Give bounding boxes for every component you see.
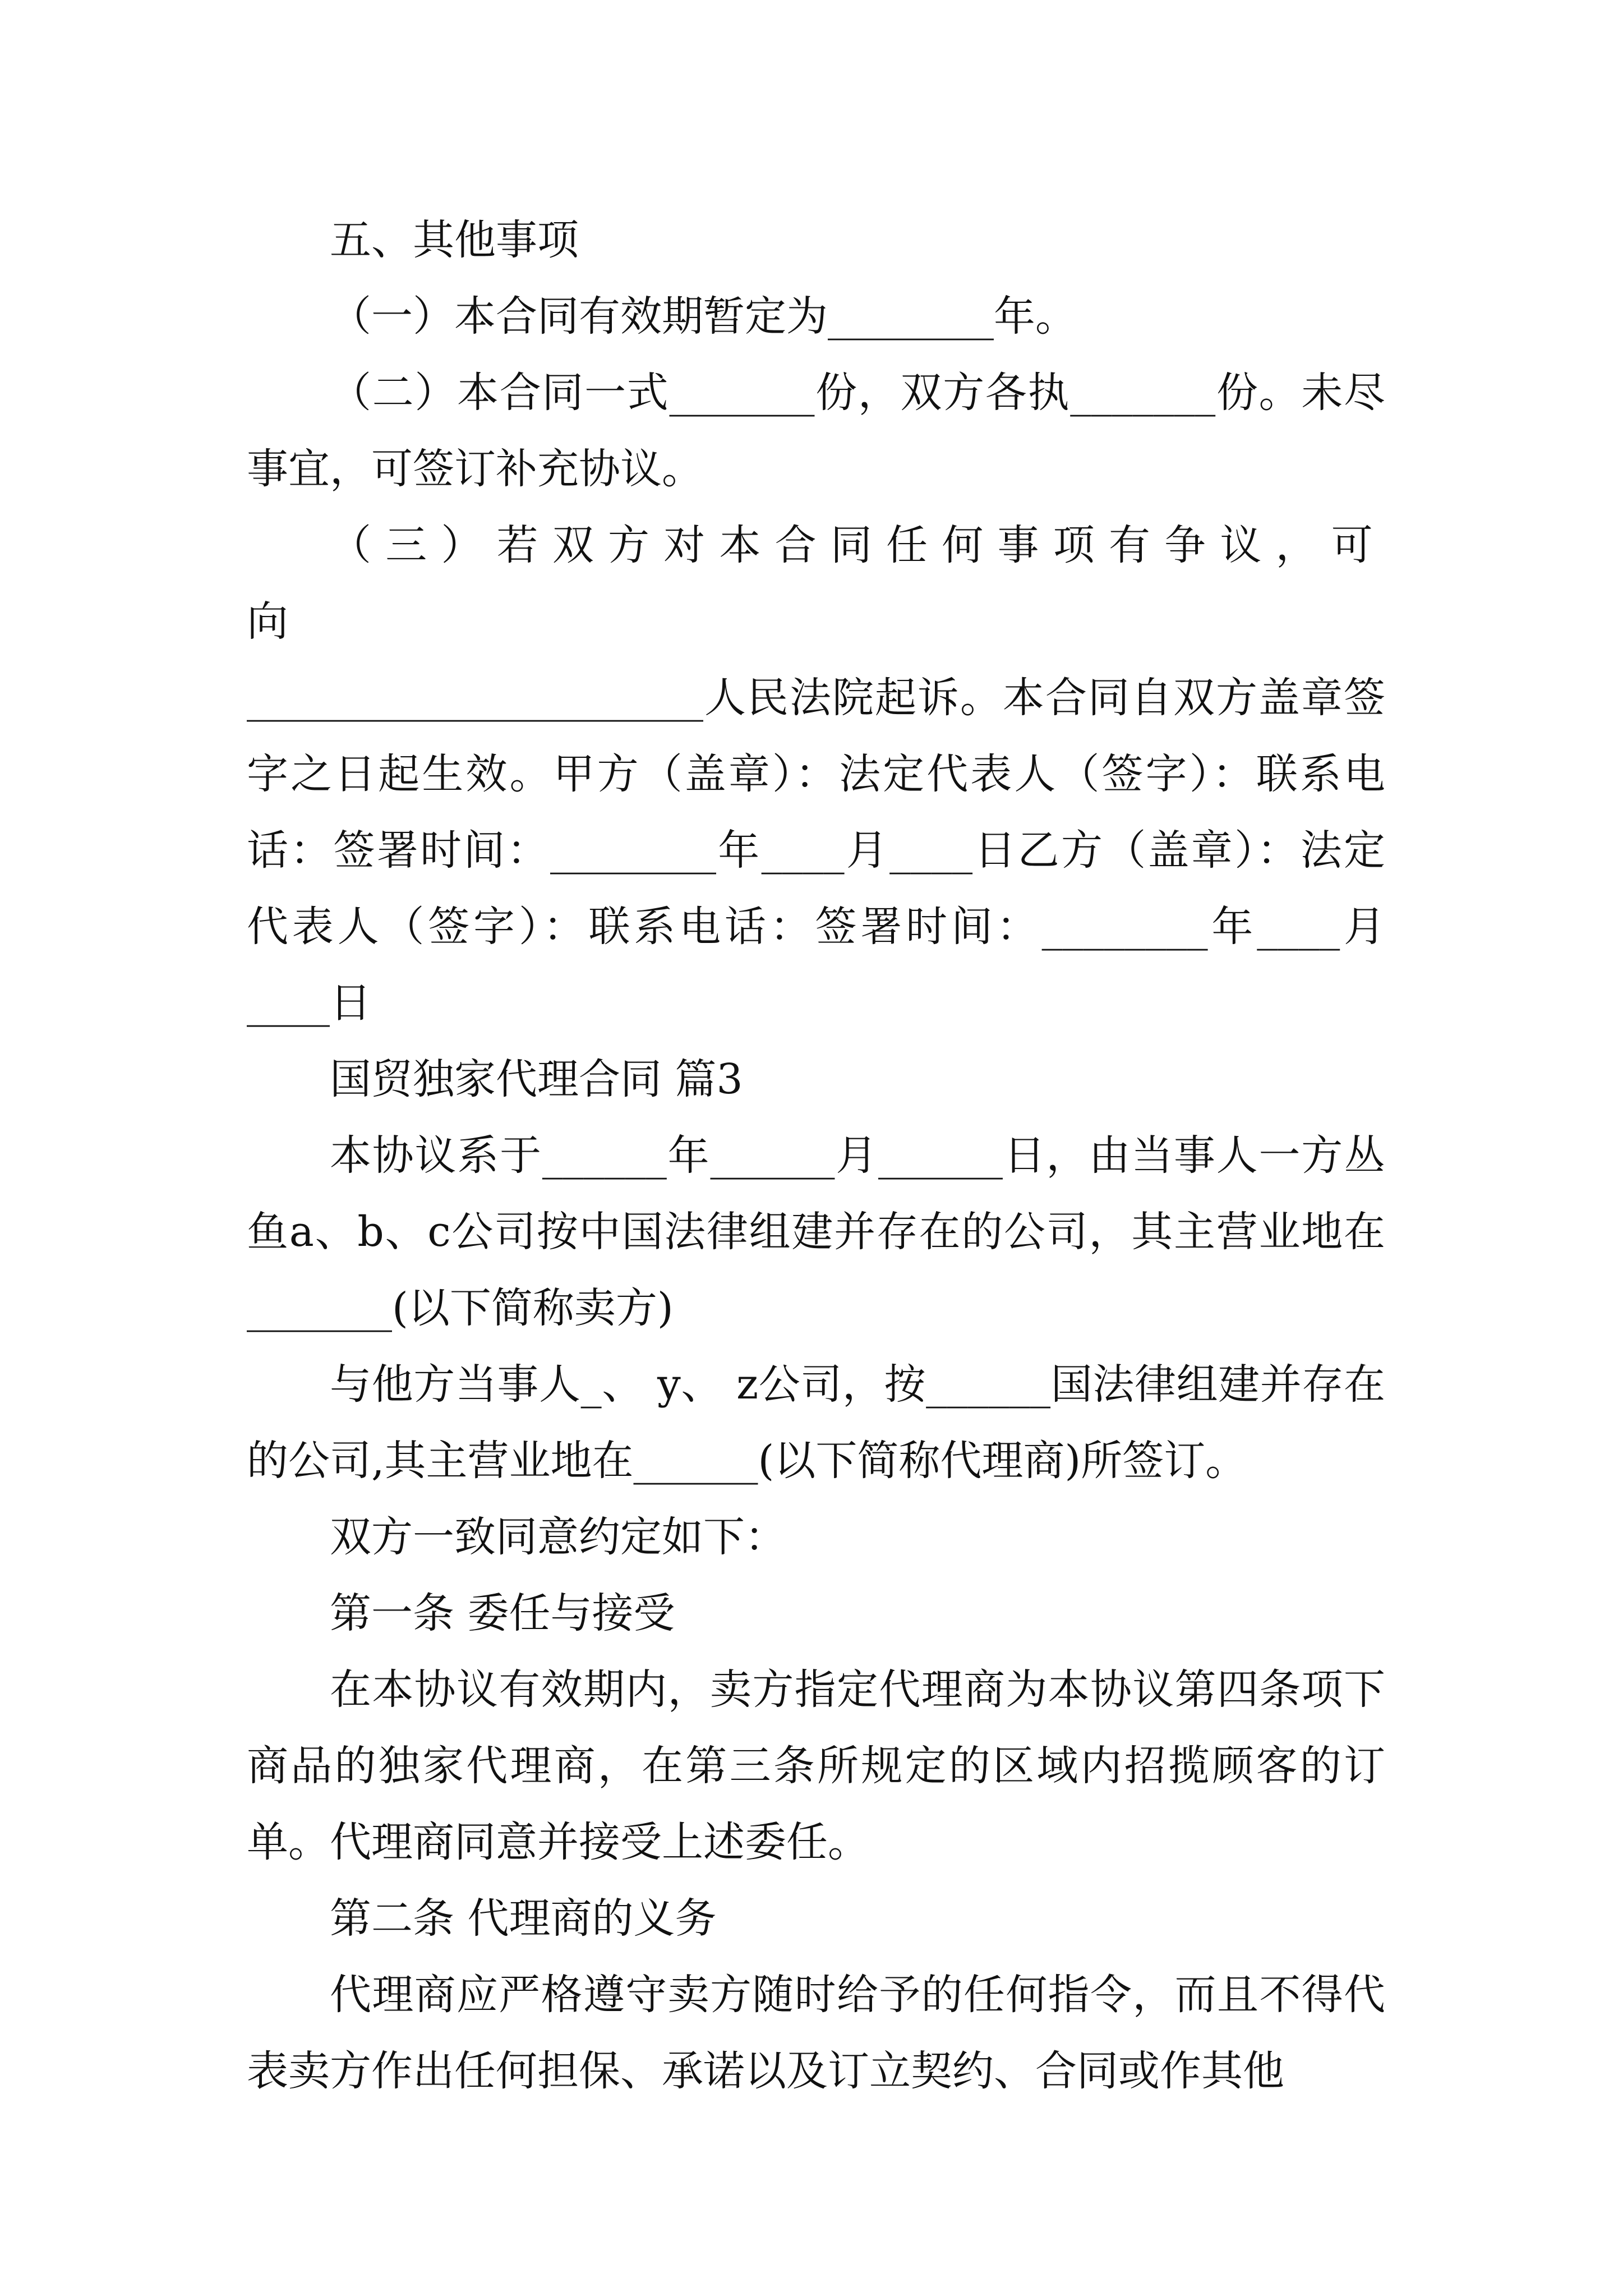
agreement-intro-agent: 与他方当事人_、 y、 z公司，按______国法律组建并存在的公司,其主营业地在______(以下简称代理商)所签订。 bbox=[247, 1360, 1385, 1485]
article-1-body: 在本协议有效期内，卖方指定代理商为本协议第四条项下商品的独家代理商，在第三条所规定的区域内招揽顾客的订单。代理商同意并接受上述委任。 bbox=[247, 1665, 1385, 1866]
article-2-heading: 第二条 代理商的义务 bbox=[330, 1894, 717, 1943]
contract-title: 国贸独家代理合同 篇3 bbox=[330, 1055, 743, 1103]
clause-copies: （二）本合同一式_______份，双方各执_______份。未尽事宜，可签订补充协议。 bbox=[247, 369, 1385, 493]
clause-validity-period: （一）本合同有效期暂定为________年。 bbox=[330, 292, 1077, 341]
clause-court-and-signatures: ______________________人民法院起诉。本合同自双方盖章签字之日起生效。甲方（盖章）：法定代表人（签字）：联系电话：签署时间：________年____月____日乙方（盖章）：法定代表人（签字）：联系电话：签署时间：________年____月____日 bbox=[247, 674, 1385, 1027]
article-1-heading: 第一条 委任与接受 bbox=[330, 1589, 675, 1637]
agreement-consent: 双方一致同意约定如下： bbox=[330, 1513, 786, 1561]
document-page bbox=[247, 202, 1385, 2109]
agreement-intro-seller: 本协议系于______年______月______日，由当事人一方丛鱼a、b、c公司按中国法律组建并存在的公司，其主营业地在_______(以下简称卖方) bbox=[247, 1131, 1385, 1332]
article-2-body: 代理商应严格遵守卖方随时给予的任何指令，而且不得代表卖方作出任何担保、承诺以及订立契约、合同或作其他 bbox=[247, 1971, 1385, 2095]
section-heading-other-matters: 五、其他事项 bbox=[330, 216, 579, 264]
clause-dispute: （三）若双方对本合同任何事项有争议，可向 bbox=[247, 521, 1385, 646]
